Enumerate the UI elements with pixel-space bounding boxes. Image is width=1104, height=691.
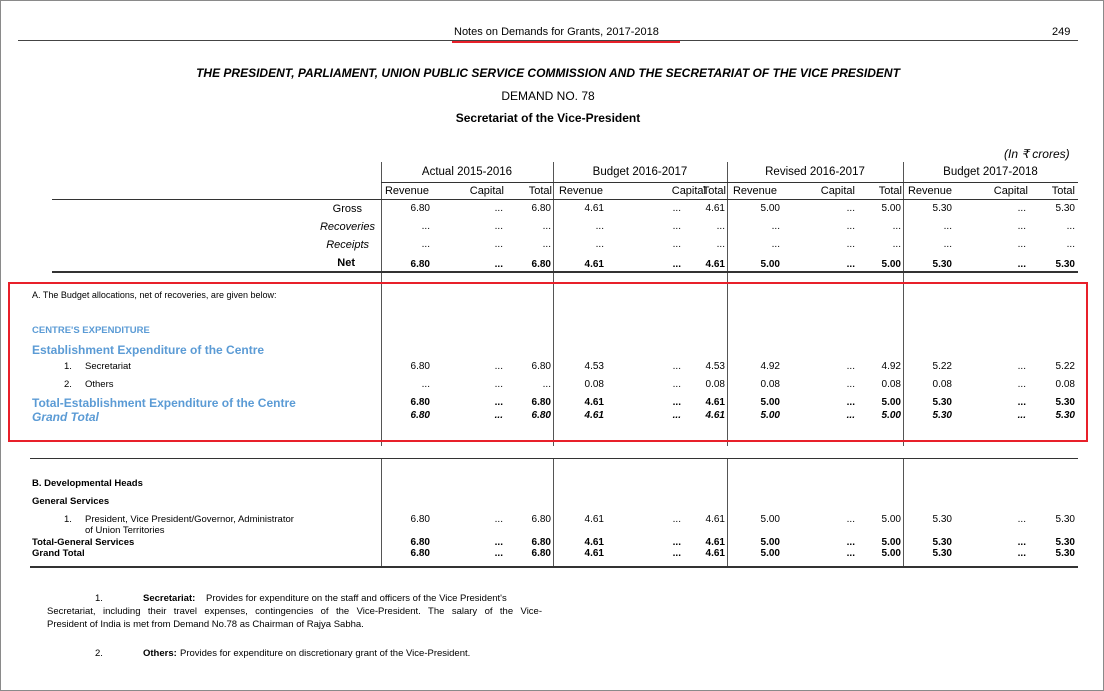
table-cell: 5.00	[760, 514, 780, 525]
table-cell: 5.30	[932, 397, 952, 408]
column-header-capital: Capital	[993, 185, 1028, 197]
table-cell: ...	[846, 397, 855, 408]
period-header: Budget 2017-2018	[943, 166, 1038, 178]
table-cell: ...	[672, 514, 681, 525]
table-cell: 6.80	[410, 397, 430, 408]
table-cell: ...	[846, 537, 855, 548]
table-cell: ...	[943, 239, 952, 250]
table-cell: ...	[494, 239, 503, 250]
table-cell: ...	[494, 361, 503, 372]
table-cell: ...	[1066, 239, 1075, 250]
table-cell: 5.22	[932, 361, 952, 372]
table-cell: ...	[771, 239, 780, 250]
row-label-gross: Gross	[332, 203, 362, 215]
item-number: 1.	[64, 514, 72, 525]
table-cell: 4.61	[705, 259, 725, 270]
demand-number: DEMAND NO. 78	[501, 89, 595, 103]
table-cell: ...	[943, 221, 952, 232]
table-cell: 5.30	[932, 203, 952, 214]
table-cell: ...	[1017, 379, 1026, 390]
table-cell: 5.00	[881, 537, 901, 548]
item-label: President, Vice President/Governor, Administrator	[85, 514, 294, 525]
item-label-continued: of Union Territories	[85, 525, 165, 536]
section-a-group: CENTRE'S EXPENDITURE	[32, 325, 150, 336]
table-cell: 6.80	[531, 514, 551, 525]
table-cell: ...	[494, 397, 503, 408]
table-cell: ...	[672, 379, 681, 390]
table-cell: ...	[672, 221, 681, 232]
page-number: 249	[1052, 26, 1071, 38]
table-cell: ...	[672, 259, 681, 270]
table-cell: 5.30	[1055, 537, 1075, 548]
table-cell: 0.08	[932, 379, 952, 390]
period-header: Actual 2015-2016	[421, 166, 513, 178]
table-cell: 6.80	[531, 410, 551, 421]
table-cell: 4.53	[705, 361, 725, 372]
table-cell: ...	[595, 221, 604, 232]
table-cell: 0.08	[881, 379, 901, 390]
table-cell: 5.30	[1055, 397, 1075, 408]
table-cell: 5.30	[1055, 203, 1075, 214]
table-cell: ...	[846, 514, 855, 525]
table-cell: ...	[1017, 410, 1026, 421]
table-cell: 6.80	[410, 514, 430, 525]
section-rule	[30, 458, 1078, 459]
table-cell: ...	[1017, 397, 1026, 408]
table-cell: ...	[1017, 514, 1026, 525]
table-cell: 4.61	[584, 203, 604, 214]
table-cell: ...	[846, 221, 855, 232]
table-cell: 5.00	[881, 203, 901, 214]
table-cell: 5.00	[760, 203, 780, 214]
table-cell: 5.30	[932, 548, 952, 559]
note-text: Provides for expenditure on the staff and officers of the Vice President's	[206, 593, 507, 604]
table-cell: ...	[846, 361, 855, 372]
table-cell: 4.61	[705, 548, 725, 559]
table-cell: 5.30	[932, 410, 952, 421]
table-cell: ...	[672, 239, 681, 250]
column-header-total: Total	[878, 185, 902, 197]
table-cell: 4.61	[584, 537, 604, 548]
item-label: Others	[85, 379, 114, 390]
table-cell: ...	[421, 221, 430, 232]
table-cell: 5.00	[760, 537, 780, 548]
table-cell: ...	[1017, 203, 1026, 214]
column-header-revenue: Revenue	[384, 185, 429, 197]
table-cell: ...	[672, 203, 681, 214]
document-title: THE PRESIDENT, PARLIAMENT, UNION PUBLIC SERVICE COMMISSION AND THE SECRETARIAT OF THE VICE PRESIDENT	[196, 66, 900, 80]
table-cell: 4.61	[584, 548, 604, 559]
table-cell: 5.00	[881, 259, 901, 270]
unit-label: (In ₹ crores)	[1004, 147, 1070, 161]
table-cell: ...	[892, 221, 901, 232]
table-cell: 4.61	[705, 203, 725, 214]
section-b-total-label: Total-General Services	[32, 537, 135, 548]
note-title: Secretariat:	[143, 593, 196, 604]
table-cell: ...	[421, 379, 430, 390]
table-cell: 5.30	[1055, 410, 1075, 421]
column-header-revenue: Revenue	[732, 185, 777, 197]
table-cell: 5.30	[1055, 259, 1075, 270]
table-cell: ...	[846, 203, 855, 214]
note-title: Others:	[143, 648, 177, 659]
table-cell: 6.80	[410, 259, 430, 270]
table-cell: ...	[892, 239, 901, 250]
table-cell: 5.22	[1055, 361, 1075, 372]
table-cell: ...	[1017, 239, 1026, 250]
table-cell: 6.80	[531, 361, 551, 372]
period-header: Revised 2016-2017	[765, 166, 865, 178]
header-rule	[52, 199, 1078, 200]
table-cell: ...	[494, 379, 503, 390]
period-header: Budget 2016-2017	[592, 166, 688, 178]
note-number: 2.	[95, 648, 103, 659]
table-cell: 5.00	[760, 548, 780, 559]
table-cell: 5.00	[881, 548, 901, 559]
section-a-subgroup: Establishment Expenditure of the Centre	[32, 343, 265, 357]
item-label: Secretariat	[85, 361, 131, 372]
table-cell: 5.30	[932, 259, 952, 270]
table-cell: 6.80	[410, 537, 430, 548]
table-cell: ...	[1017, 221, 1026, 232]
table-cell: 4.61	[584, 397, 604, 408]
table-cell: 5.30	[1055, 548, 1075, 559]
table-cell: ...	[716, 221, 725, 232]
note-text: Secretariat, including their travel expenses, contingencies of the Vice-President. The salary of the Vice-	[47, 606, 542, 617]
table-cell: ...	[771, 221, 780, 232]
table-cell: 5.00	[881, 397, 901, 408]
section-b-group: General Services	[32, 496, 110, 507]
table-cell: 5.30	[932, 537, 952, 548]
table-cell: 6.80	[410, 548, 430, 559]
table-cell: 0.08	[760, 379, 780, 390]
table-cell: 4.61	[705, 537, 725, 548]
table-cell: 6.80	[531, 548, 551, 559]
table-cell: 6.80	[410, 410, 430, 421]
item-number: 2.	[64, 379, 72, 390]
section-a-total-label: Total-Establishment Expenditure of the Centre	[32, 396, 296, 410]
table-cell: ...	[1017, 361, 1026, 372]
table-cell: 0.08	[584, 379, 604, 390]
column-header-revenue: Revenue	[558, 185, 603, 197]
table-cell: 6.80	[410, 361, 430, 372]
table-cell: ...	[494, 221, 503, 232]
section-b-heading: B. Developmental Heads	[32, 478, 143, 489]
table-cell: 4.61	[584, 410, 604, 421]
table-cell: ...	[1017, 537, 1026, 548]
table-cell: 5.00	[760, 397, 780, 408]
table-cell: 4.92	[760, 361, 780, 372]
column-header-capital: Capital	[469, 185, 504, 197]
table-cell: ...	[846, 239, 855, 250]
column-header-revenue: Revenue	[907, 185, 952, 197]
column-header-capital: Capital	[671, 185, 706, 197]
table-cell: 5.00	[760, 410, 780, 421]
running-title-underline	[452, 41, 680, 43]
table-cell: 6.80	[531, 537, 551, 548]
table-cell: 0.08	[705, 379, 725, 390]
table-cell: 5.00	[881, 514, 901, 525]
header-rule	[381, 182, 1078, 183]
column-header-total: Total	[1051, 185, 1075, 197]
table-cell: ...	[1066, 221, 1075, 232]
note-text: President of India is met from Demand No.78 as Chairman of Rajya Sabha.	[47, 619, 364, 630]
table-cell: ...	[1017, 548, 1026, 559]
table-cell: ...	[846, 548, 855, 559]
table-cell: ...	[494, 203, 503, 214]
table-cell: ...	[672, 361, 681, 372]
note-number: 1.	[95, 593, 103, 604]
table-cell: ...	[716, 239, 725, 250]
table-cell: ...	[542, 379, 551, 390]
document-subtitle: Secretariat of the Vice-President	[455, 111, 641, 125]
table-cell: 4.61	[705, 514, 725, 525]
table-cell: 5.00	[881, 410, 901, 421]
note-text: Provides for expenditure on discretionary grant of the Vice-President.	[180, 648, 471, 659]
table-cell: ...	[672, 397, 681, 408]
table-cell: 4.61	[705, 397, 725, 408]
table-cell: 5.30	[1055, 514, 1075, 525]
running-title: Notes on Demands for Grants, 2017-2018	[454, 26, 659, 38]
column-header-total: Total	[528, 185, 552, 197]
table-cell: 4.92	[881, 361, 901, 372]
row-label-net: Net	[337, 257, 355, 269]
table-cell: ...	[494, 259, 503, 270]
table-cell: 4.61	[584, 259, 604, 270]
table-cell: 5.00	[760, 259, 780, 270]
table-cell: 6.80	[531, 397, 551, 408]
table-cell: 4.53	[584, 361, 604, 372]
table-cell: ...	[672, 548, 681, 559]
item-number: 1.	[64, 361, 72, 372]
section-a-grand-total-label: Grand Total	[32, 410, 99, 424]
table-cell: ...	[595, 239, 604, 250]
row-label-receipts: Receipts	[326, 239, 369, 251]
table-cell: ...	[494, 548, 503, 559]
section-a-heading: A. The Budget allocations, net of recoveries, are given below:	[32, 290, 277, 300]
table-cell: ...	[542, 239, 551, 250]
table-cell: ...	[672, 537, 681, 548]
table-cell: ...	[494, 514, 503, 525]
table-cell: 6.80	[531, 259, 551, 270]
table-cell: ...	[846, 410, 855, 421]
column-header-total: Total	[702, 185, 726, 197]
summary-rule	[52, 271, 1078, 273]
table-cell: ...	[421, 239, 430, 250]
table-cell: ...	[846, 259, 855, 270]
section-b-grand-total-label: Grand Total	[32, 548, 85, 559]
table-cell: 4.61	[584, 514, 604, 525]
table-cell: 4.61	[705, 410, 725, 421]
table-cell: ...	[494, 537, 503, 548]
table-cell: 6.80	[531, 203, 551, 214]
section-rule	[30, 566, 1078, 568]
table-cell: 5.30	[932, 514, 952, 525]
row-label-recoveries: Recoveries	[319, 221, 375, 233]
column-header-capital: Capital	[820, 185, 855, 197]
table-cell: 0.08	[1055, 379, 1075, 390]
table-cell: ...	[1017, 259, 1026, 270]
table-cell: ...	[542, 221, 551, 232]
table-cell: 6.80	[410, 203, 430, 214]
table-cell: ...	[494, 410, 503, 421]
table-cell: ...	[672, 410, 681, 421]
table-cell: ...	[846, 379, 855, 390]
highlight-box	[8, 282, 1088, 442]
